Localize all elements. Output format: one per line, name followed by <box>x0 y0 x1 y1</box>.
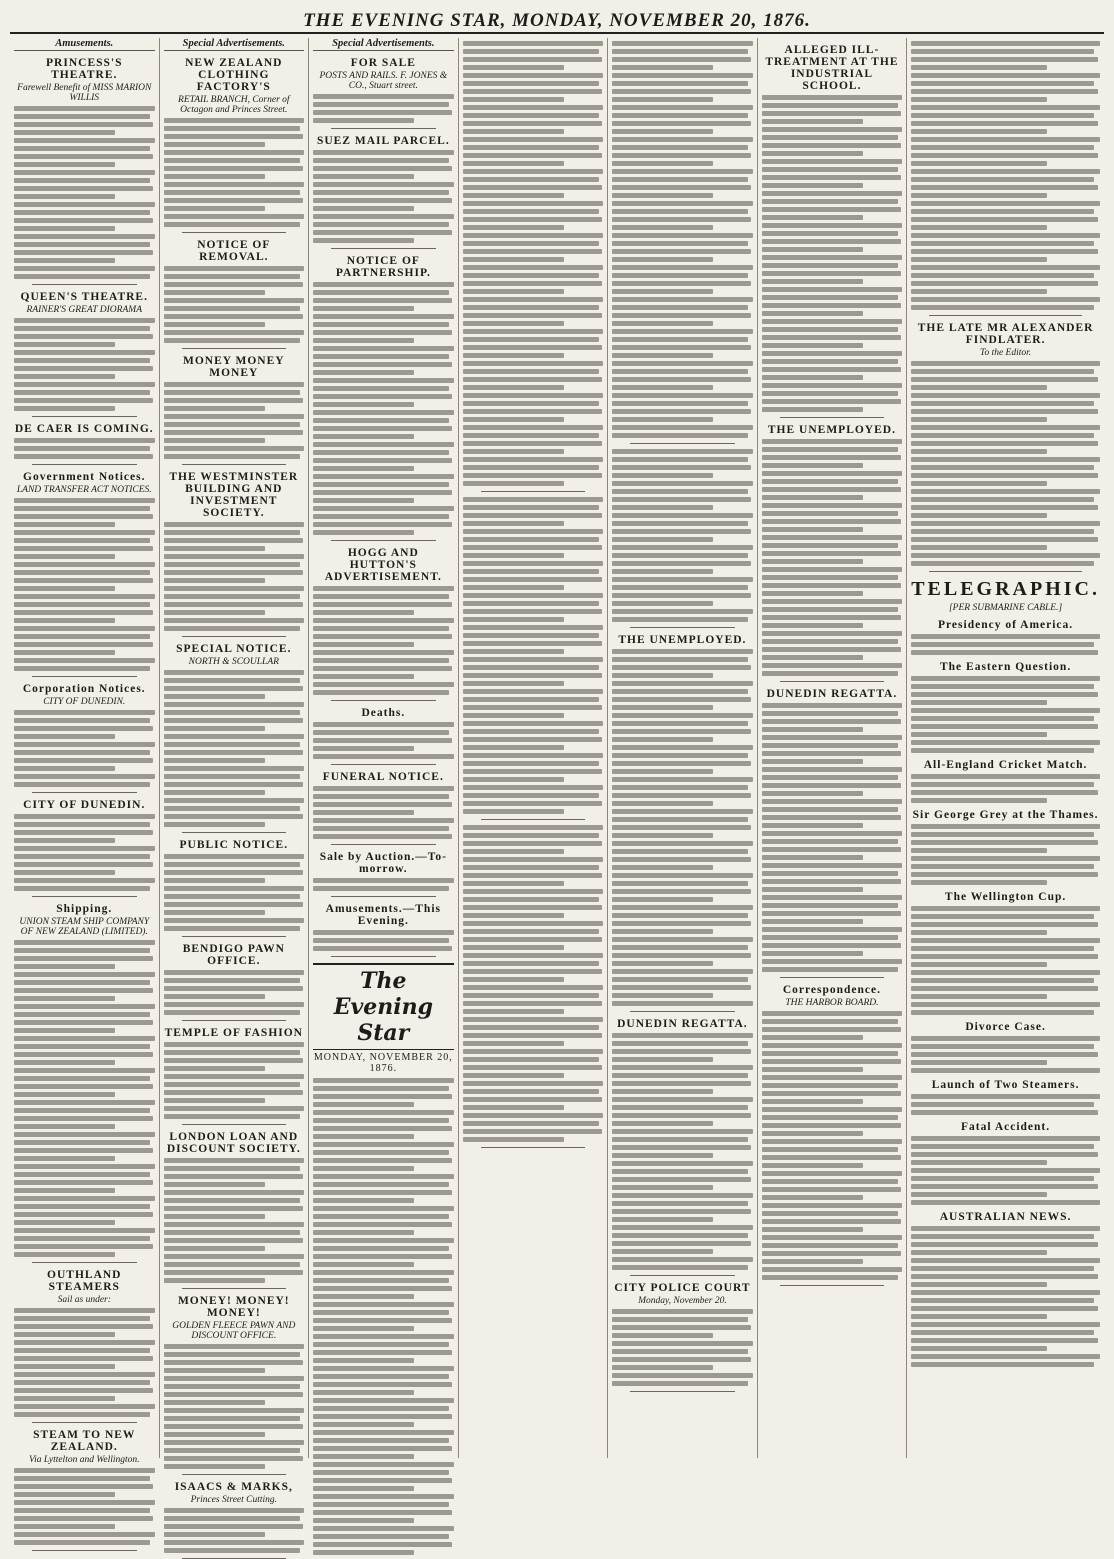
article-heading: FOR SALE <box>350 57 416 69</box>
text-lines <box>463 825 604 1142</box>
article <box>14 471 155 671</box>
article-heading: NOTICE OF PARTNERSHIP. <box>335 255 431 279</box>
article-heading: MONEY MONEY MONEY <box>182 355 285 379</box>
article <box>762 984 903 1280</box>
article <box>313 851 454 891</box>
text-lines <box>911 361 1100 566</box>
text-lines <box>612 1309 753 1386</box>
text-lines <box>313 94 454 123</box>
text-lines <box>762 95 903 412</box>
article <box>463 825 604 1142</box>
divider <box>182 348 287 349</box>
divider <box>182 1474 287 1475</box>
article <box>14 1269 155 1417</box>
article-heading: Shipping. <box>56 903 113 915</box>
article <box>313 57 454 123</box>
article-subheading: To the Editor. <box>980 348 1032 358</box>
divider <box>331 764 436 765</box>
text-lines <box>14 1468 155 1545</box>
article-heading: CITY OF DUNEDIN. <box>23 799 146 811</box>
text-lines <box>911 1136 1100 1205</box>
divider <box>32 1550 137 1551</box>
article <box>313 547 454 695</box>
divider <box>630 1011 735 1012</box>
divider <box>630 1275 735 1276</box>
article <box>612 1282 753 1386</box>
divider <box>32 464 137 465</box>
divider <box>929 315 1082 316</box>
text-lines <box>911 1226 1100 1367</box>
divider <box>630 1391 735 1392</box>
text-lines <box>14 438 155 459</box>
column-4 <box>459 38 609 1458</box>
text-lines <box>313 786 454 839</box>
article-heading: THE UNEMPLOYED. <box>767 424 896 436</box>
article-heading: Corporation Notices. <box>22 683 146 695</box>
article <box>463 497 604 814</box>
divider <box>32 284 137 285</box>
telegram <box>911 809 1100 885</box>
divider <box>331 128 436 129</box>
telegram-heading: Divorce Case. <box>965 1021 1046 1033</box>
text-lines <box>164 1344 305 1469</box>
article-subheading: Princes Street Cutting. <box>190 1495 278 1505</box>
telegram-heading: All-England Cricket Match. <box>923 759 1088 771</box>
divider <box>32 1262 137 1263</box>
divider <box>331 700 436 701</box>
text-lines <box>313 930 454 951</box>
article <box>14 423 155 459</box>
text-lines <box>612 649 753 1006</box>
divider <box>481 491 586 492</box>
text-lines <box>164 266 305 343</box>
article-heading: DUNEDIN REGATTA. <box>766 688 898 700</box>
article <box>164 1027 305 1119</box>
text-lines <box>313 1078 454 1555</box>
text-lines <box>14 710 155 787</box>
divider <box>780 1285 885 1286</box>
divider <box>780 681 885 682</box>
article-heading: STEAM TO NEW ZEALAND. <box>33 1429 136 1453</box>
article-heading: SUEZ MAIL PARCEL. <box>316 135 450 147</box>
article-subheading: RETAIL BRANCH, Corner of Octagon and Princes Street. <box>178 95 290 115</box>
divider <box>182 1020 287 1021</box>
text-lines <box>911 1094 1100 1115</box>
text-lines <box>911 1036 1100 1073</box>
article-heading: THE UNEMPLOYED. <box>618 634 747 646</box>
section-heading: Special Advertisements. <box>313 38 454 51</box>
article-subheading: LAND TRANSFER ACT NOTICES. <box>16 485 152 495</box>
telegram-heading: Launch of Two Steamers. <box>931 1079 1080 1091</box>
article-heading: LONDON LOAN AND DISCOUNT SOCIETY. <box>166 1131 301 1155</box>
article <box>14 799 155 891</box>
article-heading: FUNERAL NOTICE. <box>322 771 444 783</box>
text-lines <box>164 118 305 227</box>
divider <box>780 977 885 978</box>
column-3 <box>309 38 459 1458</box>
divider <box>630 443 735 444</box>
article <box>762 44 903 412</box>
article-heading: THE LATE MR ALEXANDER FINDLATER. <box>917 322 1094 346</box>
telegram <box>911 1079 1100 1115</box>
telegram <box>911 1021 1100 1073</box>
article <box>14 683 155 787</box>
text-lines <box>762 703 903 972</box>
text-lines <box>463 497 604 814</box>
divider <box>481 1147 586 1148</box>
article-heading: Amusements.—This Evening. <box>325 903 441 927</box>
article-subheading: THE HARBOR BOARD. <box>785 998 879 1008</box>
paper-date: MONDAY, NOVEMBER 20, 1876. <box>313 1052 453 1074</box>
telegram <box>911 891 1100 1015</box>
article-heading: DE CAER IS COMING. <box>14 423 154 435</box>
paper-title: The Evening Star <box>313 963 454 1050</box>
divider <box>182 1124 287 1125</box>
text-lines <box>14 1308 155 1417</box>
article-subheading: CITY OF DUNEDIN. <box>43 697 126 707</box>
divider <box>630 627 735 628</box>
masthead <box>10 6 1104 34</box>
article <box>911 322 1100 566</box>
article-heading: ISAACS & MARKS, <box>174 1481 293 1493</box>
article <box>313 771 454 839</box>
article <box>164 943 305 1015</box>
text-lines <box>313 586 454 695</box>
column-6 <box>758 38 908 1458</box>
article-subheading: POSTS AND RAILS. F. JONES & CO., Stuart street. <box>319 71 448 91</box>
telegram <box>911 1211 1100 1367</box>
article <box>612 449 753 622</box>
text-lines <box>164 382 305 459</box>
divider <box>331 844 436 845</box>
divider <box>182 1288 287 1289</box>
article-heading: MONEY! MONEY! MONEY! <box>177 1295 290 1319</box>
divider <box>182 232 287 233</box>
divider <box>331 540 436 541</box>
divider <box>331 896 436 897</box>
article <box>164 471 305 631</box>
telegraphic-heading: TELEGRAPHIC. <box>911 578 1100 600</box>
article-heading: DUNEDIN REGATTA. <box>617 1018 748 1030</box>
article <box>14 291 155 411</box>
divider <box>182 936 287 937</box>
article-heading: SPECIAL NOTICE. <box>176 643 292 655</box>
divider <box>182 464 287 465</box>
column-5 <box>608 38 758 1458</box>
divider <box>32 676 137 677</box>
text-lines <box>14 318 155 411</box>
masthead-title: THE EVENING STAR, MONDAY, NOVEMBER 20, 1876. <box>303 10 811 31</box>
divider <box>32 416 137 417</box>
column-2 <box>160 38 310 1505</box>
article <box>164 355 305 459</box>
article-subheading: Farewell Benefit of MISS MARION WILLIS <box>17 83 152 103</box>
article <box>762 424 903 676</box>
article <box>762 688 903 972</box>
section-heading: Amusements. <box>14 38 155 51</box>
article-heading: Deaths. <box>361 707 406 719</box>
telegraphic-sub: [PER SUBMARINE CABLE.] <box>948 603 1063 613</box>
article <box>164 643 305 827</box>
text-lines <box>762 1011 903 1280</box>
article <box>313 903 454 951</box>
article-heading: THE WESTMINSTER BUILDING AND INVESTMENT SOCIETY. <box>169 471 299 519</box>
text-lines <box>612 41 753 438</box>
article-heading: TEMPLE OF FASHION <box>164 1027 303 1039</box>
article-heading: CITY POLICE COURT <box>614 1282 751 1294</box>
text-lines <box>14 106 155 279</box>
text-lines <box>164 854 305 931</box>
article <box>14 57 155 279</box>
text-lines <box>313 150 454 243</box>
text-lines <box>911 41 1100 310</box>
text-lines <box>463 41 604 486</box>
telegram-heading: Fatal Accident. <box>961 1121 1051 1133</box>
article <box>313 135 454 243</box>
article-heading: QUEEN'S THEATRE. <box>20 291 148 303</box>
text-lines <box>14 940 155 1257</box>
column-1 <box>10 38 160 1465</box>
article-heading: HOGG AND HUTTON'S ADVERTISEMENT. <box>324 547 442 583</box>
divider <box>182 636 287 637</box>
article <box>164 839 305 931</box>
divider <box>929 571 1082 572</box>
text-lines <box>164 970 305 1015</box>
text-lines <box>14 814 155 891</box>
text-lines <box>911 676 1100 753</box>
article <box>164 239 305 343</box>
text-lines <box>164 1158 305 1283</box>
article <box>164 1131 305 1283</box>
article-heading: PUBLIC NOTICE. <box>179 839 289 851</box>
article-heading: NOTICE OF REMOVAL. <box>197 239 271 263</box>
telegram <box>911 759 1100 803</box>
section-heading: Special Advertisements. <box>164 38 305 51</box>
article-heading: BENDIGO PAWN OFFICE. <box>182 943 285 967</box>
text-lines <box>313 282 454 535</box>
text-lines <box>612 449 753 622</box>
telegram <box>911 619 1100 655</box>
divider <box>481 819 586 820</box>
divider <box>32 896 137 897</box>
article <box>164 1295 305 1469</box>
article <box>463 41 604 486</box>
article-subheading: UNION STEAM SHIP COMPANY OF NEW ZEALAND (LIMITED). <box>19 917 150 937</box>
article <box>612 1018 753 1270</box>
telegram-heading: The Wellington Cup. <box>944 891 1067 903</box>
article <box>911 41 1100 310</box>
telegram-heading: The Eastern Question. <box>939 661 1072 673</box>
text-lines <box>911 634 1100 655</box>
text-lines <box>911 774 1100 803</box>
divider <box>32 792 137 793</box>
text-lines <box>762 439 903 676</box>
text-lines <box>911 824 1100 885</box>
article-heading: PRINCESS'S THEATRE. <box>46 57 123 81</box>
article-heading: OUTHLAND STEAMERS <box>47 1269 122 1293</box>
telegram-heading: AUSTRALIAN NEWS. <box>939 1211 1072 1223</box>
text-lines <box>313 878 454 891</box>
article-heading: Correspondence. <box>782 984 881 996</box>
divider <box>182 832 287 833</box>
telegram <box>911 1121 1100 1205</box>
article <box>164 57 305 227</box>
article <box>14 1429 155 1545</box>
article <box>313 255 454 535</box>
article-subheading: GOLDEN FLEECE PAWN AND DISCOUNT OFFICE. <box>172 1321 296 1341</box>
article <box>612 634 753 1006</box>
divider <box>780 417 885 418</box>
article-subheading: NORTH & SCOULLAR <box>188 657 279 667</box>
article-heading: Government Notices. <box>23 471 146 483</box>
text-lines <box>14 498 155 671</box>
article <box>14 903 155 1257</box>
article-heading: ALLEGED ILL-TREATMENT AT THE INDUSTRIAL SCHOOL. <box>765 44 899 92</box>
text-lines <box>612 1033 753 1270</box>
article-subheading: Sail as under: <box>57 1295 111 1305</box>
article <box>612 41 753 438</box>
telegram <box>911 661 1100 753</box>
article <box>164 1481 305 1553</box>
telegram-heading: Presidency of America. <box>938 619 1074 631</box>
text-lines <box>164 670 305 827</box>
article-subheading: Via Lyttelton and Wellington. <box>28 1455 140 1465</box>
text-lines <box>164 1508 305 1553</box>
article-heading: NEW ZEALAND CLOTHING FACTORY'S <box>185 57 283 93</box>
columns <box>10 38 1104 1505</box>
telegram-heading: Sir George Grey at the Thames. <box>912 809 1099 821</box>
article-heading: Sale by Auction.—To-morrow. <box>319 851 447 875</box>
divider <box>331 956 436 957</box>
divider <box>331 248 436 249</box>
article <box>313 707 454 759</box>
text-lines <box>313 722 454 759</box>
column-7 <box>907 38 1104 1458</box>
text-lines <box>911 906 1100 1015</box>
text-lines <box>164 522 305 631</box>
divider <box>32 1422 137 1423</box>
article-subheading: Monday, November 20. <box>638 1296 727 1306</box>
article-subheading: RAINER'S GREAT DIORAMA <box>26 305 142 315</box>
text-lines <box>164 1042 305 1119</box>
